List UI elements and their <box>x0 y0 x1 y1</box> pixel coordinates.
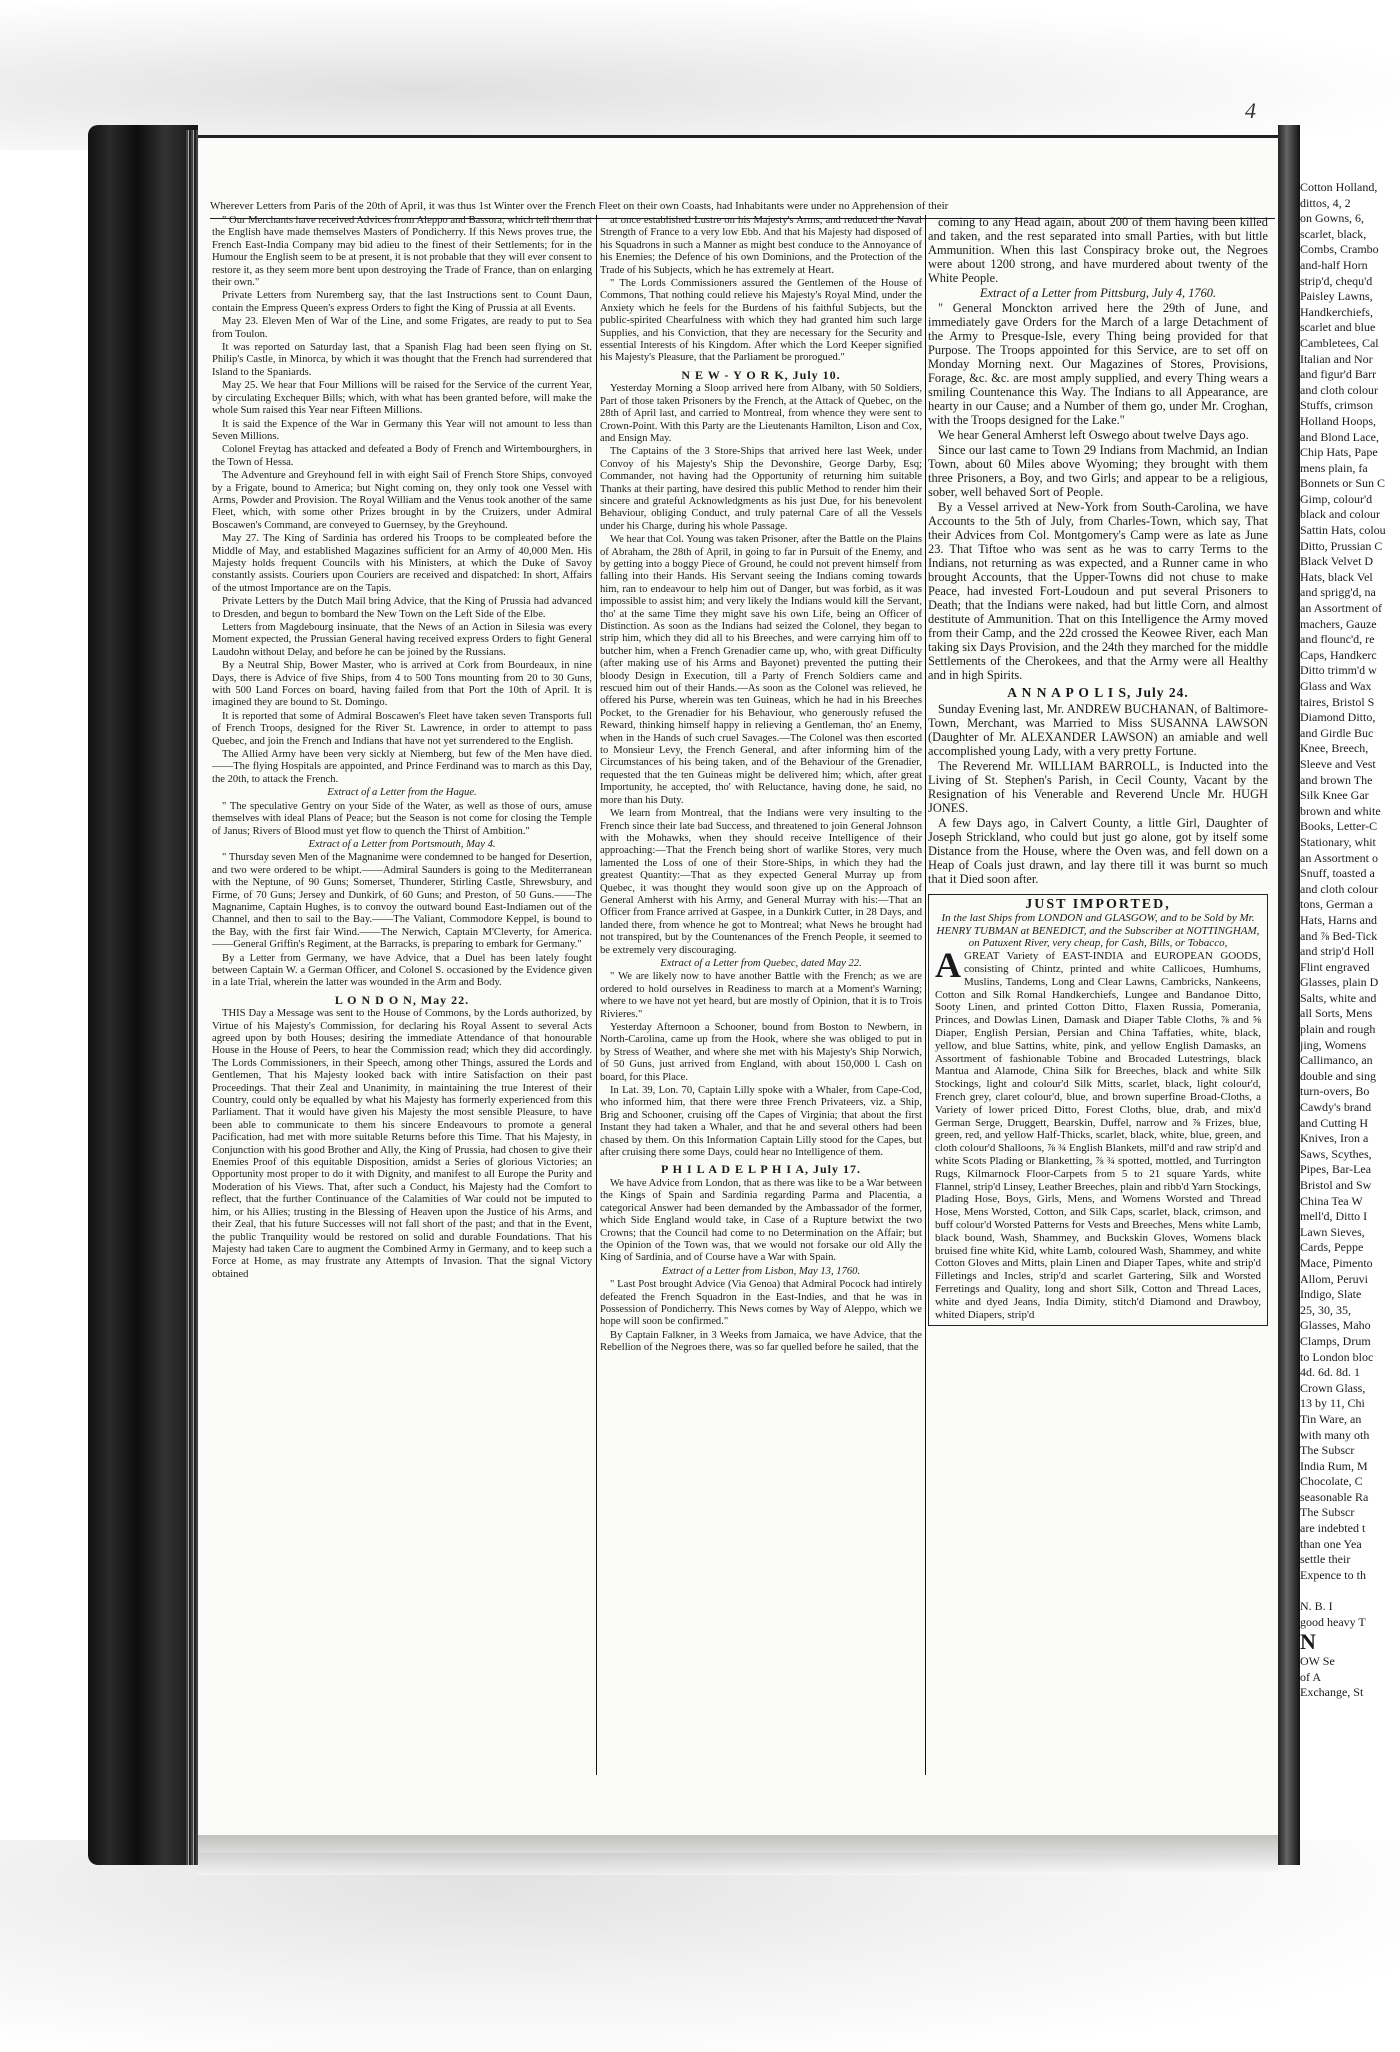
cropped-line: machers, Gauze <box>1300 616 1377 631</box>
extract-heading: Extract of a Letter from the Hague. <box>327 787 477 799</box>
extract-heading: Extract of a Letter from Portsmouth, May 4. <box>308 838 496 850</box>
cropped-line: are indebted t <box>1300 1521 1366 1536</box>
cropped-line: Glass and Wax <box>1300 679 1372 693</box>
cropped-line: India Rum, M <box>1300 1458 1368 1473</box>
right-gutter <box>1278 125 1300 1865</box>
cropped-line: Glasses, plain D <box>1300 975 1379 990</box>
cropped-line: Glasses, Maho <box>1300 1318 1371 1333</box>
cropped-line: Silk Knee Gar <box>1300 788 1369 803</box>
notice-dropcap: N <box>1300 1630 1316 1655</box>
cropped-line: black and colour <box>1300 507 1380 522</box>
news-paragraph: Letters from Magdebourg insinuate, that the News of an Action in Silesia was every Moment expected, the Prussian General having received express Orders to fight General Laudohn without Delay, and before he can be joined by the Russians. <box>212 622 592 658</box>
cropped-line: Mace, Pimento <box>1300 1255 1373 1270</box>
news-paragraph: " Thursday seven Men of the Magnanime were condemned to be hanged for Desertion, and two were ordered to be whipt.——Admiral Saunders is going to the Mediterranean with the Neptune, of 90 Guns; Somerset, Thunderer, Stirling Castle, Shrewsbury, and Firme, of 70 Guns; Jersey and Dunkirk, of 60 Guns; and Preston, of 50 Guns.——The Magnanime, Captain Hughes, is to convoy the outward bound East-Indiamen out of the Channel, and then to sail to the Bay.——The Valiant, Commodore Keppel, is bound to the Bay, with the first fair Wind.——The Nerwich, Captain M'Cleverty, for America.——General Griffin's Regiment, at the Barracks, is preparing to embark for Germany." <box>212 852 592 951</box>
news-paragraph: May 23. Eleven Men of War of the Line, and some Frigates, are ready to put to Sea from Toulon. <box>212 316 592 340</box>
cropped-line: scarlet and blue <box>1300 320 1376 335</box>
book-spine <box>88 125 198 1865</box>
cropped-line: and Cutting H <box>1300 1115 1368 1130</box>
column-rule-2 <box>925 215 926 1775</box>
cropped-line: and Girdle Buc <box>1300 725 1374 740</box>
cropped-line: Ditto, Prussian C <box>1300 538 1383 553</box>
news-paragraph: It is reported that some of Admiral Boscawen's Fleet have taken seven Transports full of French Troops, designed for the River St. Lawrence, in order to attempt to pass Quebec, and join the French and Indians that have not yet surrendered to the English. <box>212 710 592 747</box>
cropped-line: Bristol and Sw <box>1300 1178 1372 1192</box>
cropped-line: tons, German a <box>1300 897 1373 912</box>
cropped-line: Callimanco, an <box>1300 1053 1373 1068</box>
news-paragraph: We hear General Amherst left Oswego about twelve Days ago. <box>938 428 1249 442</box>
cropped-line: Ditto trimm'd w <box>1300 663 1377 678</box>
cropped-line: Diamond Ditto, <box>1300 710 1376 725</box>
cropped-line: and figur'd Barr <box>1300 367 1377 382</box>
page-shadow <box>198 1835 1278 1875</box>
cropped-line: dittos, 4, 2 <box>1300 195 1351 210</box>
cropped-line: Chocolate, C <box>1300 1474 1363 1489</box>
ad-body <box>935 945 1261 1321</box>
news-paragraph: It was reported on Saturday last, that a Spanish Flag had been seen flying on St. Philip's Castle, in Minorca, by which it was thought that the French had surrendered that Island to the Spaniards. <box>212 342 592 378</box>
cropped-line: Paisley Lawns, <box>1300 289 1373 304</box>
news-paragraph: " The speculative Gentry on your Side of the Water, as well as those of ours, amuse themselves with ideal Plans of Peace; but the Season is not come for closing the Temple of Janus; Rivers of Blood must yet flow to quench the Thirst of Ambition." <box>212 800 592 837</box>
cropped-line: all Sorts, Mens <box>1300 1006 1373 1021</box>
notice-line: OW Se <box>1300 1654 1335 1669</box>
cropped-line: strip'd, chequ'd <box>1300 273 1373 288</box>
cropped-line: Sattin Hats, colou <box>1300 523 1386 538</box>
cropped-line: seasonable Ra <box>1300 1489 1369 1504</box>
cropped-line: 4d. 6d. 8d. 1 <box>1300 1365 1360 1380</box>
news-paragraph: By a Letter from Germany, we have Advice, that a Duel has been lately fought between Captain W. a German Officer, and Colonel S. occasioned by the Evidence given in a late Trial, wherein the latter was wounded in the Arm and Body. <box>212 952 592 989</box>
news-paragraph: Sunday Evening last, Mr. ANDREW BUCHANAN, of Baltimore-Town, Merchant, was Married to Miss SUSANNA LAWSON (Daughter of Mr. ALEXANDER LAWSON) an amiable and well accomplished young Lady, with a very pretty Fortune. <box>928 702 1268 758</box>
page-edges <box>186 130 198 1865</box>
ad-dropcap: A <box>935 945 961 986</box>
cropped-line: and brown The <box>1300 772 1373 787</box>
cropped-line: Holland Hoops, <box>1300 413 1376 428</box>
news-paragraph: coming to any Head again, about 200 of them having been killed and taken, and the rest separated into small Parties, with but little Ammunition. When this last Conspiracy broke out, the Negroes were about 1200 strong, and have murdered about twenty of the White People. <box>928 215 1268 285</box>
cropped-line: Indigo, Slate <box>1300 1287 1362 1302</box>
news-paragraph: at once established Lustre on his Majesty's Arms, and reduced the Naval Strength of France to a very low Ebb. And that his Majesty had disposed of his Squadrons in such a Manner as might best conduce to the Annoyance of his Enemies; the Defence of his own Dominions, and the Protection of the Trade of his Subjects, which he has extremely at Heart. <box>600 215 922 276</box>
cropped-line: Knives, Iron a <box>1300 1131 1369 1146</box>
notice-line: of A <box>1300 1669 1321 1684</box>
cropped-line: Handkerchiefs, <box>1300 304 1373 319</box>
ad-headline: JUST IMPORTED, <box>1025 897 1171 912</box>
cropped-line: double and sing <box>1300 1068 1376 1083</box>
cropped-line: Caps, Handkerc <box>1300 647 1377 662</box>
cropped-line: and cloth colour <box>1300 881 1378 896</box>
news-paragraph: " The Lords Commissioners assured the Gentlemen of the House of Commons, That nothing could relieve his Majesty's Royal Mind, under the Anxiety which he feels for the Burdens of his faithful Subjects, but the public-spirited Chearfulness with which they had granted him such large Supplies, and his Conviction, that they are necessary for the Security and essential Interests of his Kingdom. After which the Lord Keeper signified his Majesty's Pleasure, that the Parliament be prorogued." <box>600 278 922 364</box>
cropped-line: Clamps, Drum <box>1300 1333 1371 1348</box>
extract-heading: Extract of a Letter from Lisbon, May 13, 1760. <box>661 1265 861 1277</box>
news-column-1 <box>212 215 592 1815</box>
news-paragraph: We learn from Montreal, that the Indians were very insulting to the French since their late bad Success, and threatened to join General Johnson with the Mohawks, when they should receive Intelligence of their approaching:—That the French being short of warlike Stores, very much lamented the Loss of one of their Store-Ships, in which they had the greatest Quantity:—That as they expected General Murray up from Quebec, it was thought they would soon give up on the Approach of General Amherst with his Army, and General Murray with his:—That an Officer from France arrived at Gaspee, in a Dunkirk Cutter, in 28 Days, and landed there, from whence he got to Montreal; what News he brought had not transpired, but by the Countenances of the French People, it seemed to be extremely very discouraging. <box>600 808 922 956</box>
news-paragraph: The Allied Army have been very sickly at Niemberg, but few of the Men have died.——The flying Hospitals are appointed, and Prince Ferdinand was to march as this Day, the 20th, to attack the French. <box>212 749 592 785</box>
news-paragraph: The Captains of the 3 Store-Ships that arrived here last Week, under Convoy of his Majesty's Ship the Devonshire, George Darby, Esq; Commander, not having had the Opportunity of returning him suitable Thanks at their parting, have desired this public Method to render him their sincere and grateful Acknowledgments as his just Due, for his benevolent Behaviour, obliging Conduct, and truly paternal Care of all the Vessels under his Charge, during his whole Passage. <box>600 446 922 532</box>
cropped-line: 25, 30, 35, <box>1300 1302 1351 1317</box>
cropped-line: and flounc'd, re <box>1300 632 1375 647</box>
cropped-line: on Gowns, 6, <box>1300 211 1365 226</box>
news-paragraph: Colonel Freytag has attacked and defeated a Body of French and Wirtembourghers, in the Town of Hessa. <box>212 444 592 468</box>
cropped-line: N. B. I <box>1300 1599 1333 1614</box>
cropped-line: Combs, Crambo <box>1300 242 1379 257</box>
ad-subheading: In the last Ships from LONDON and GLASGOW, and to be Sold by Mr. HENRY TUBMAN at BENEDICT, and the Subscriber at NOTTINGHAM, on Patuxent River, very cheap, for Cash, Bills, or Tobacco, <box>936 911 1260 950</box>
news-paragraph: May 25. We hear that Four Millions will be raised for the Service of the current Year, by circulating Exchequer Bills; which, with what has been granted before, will make the whole Sum raised this Year near Fifteen Millions. <box>212 380 592 417</box>
news-paragraph: " General Monckton arrived here the 29th of June, and immediately gave Orders for the March of a large Detachment of the Army to Presque-Isle, every Thing being provided for that Purpose. The Troops appointed for this Service, are to set off on Monday Morning next. Our Magazines of Stores, Provisions, Forage, &c. &c. are most amply supplied, and every Thing wears a smiling Countenance this Way. The Indians to all Appearance, are hearty in our Cause; and a Number of them go, under Mr. Croghan, with the Troops designed for the Lake." <box>928 301 1268 427</box>
cropped-line: and cloth colour <box>1300 382 1378 397</box>
news-paragraph: The Reverend Mr. WILLIAM BARROLL, is Inducted into the Living of St. Stephen's Parish, in Cecil County, Vacant by the Resignation of his Venerable and Reverend Uncle Mr. HUGH JONES. <box>928 759 1268 815</box>
dateline: P H I L A D E L P H I A, July 17. <box>660 1162 862 1177</box>
cropped-line: brown and white <box>1300 803 1381 818</box>
cropped-line: and strip'd Holl <box>1300 944 1375 959</box>
cropped-line <box>1300 1583 1400 1599</box>
notice-line: Exchange, St <box>1300 1685 1364 1700</box>
cropped-line: Cards, Peppe <box>1300 1240 1364 1255</box>
news-paragraph: Yesterday Morning a Sloop arrived here from Albany, with 50 Soldiers, Part of those taken Prisoners by the French, at the Attack of Quebec, on the 28th of April last, and carried to Montreal, from whence they were sent to Crown-Point. With this Party are the Lieutenants Hamilton, Lison and Cox, and Ensign May. <box>600 383 922 444</box>
column-rule-1 <box>596 215 597 1775</box>
news-paragraph: We hear that Col. Young was taken Prisoner, after the Battle on the Plains of Abraham, the 28th of April, in going to far in Pursuit of the Enemy, and by getting into a boggy Piece of Ground, he could not prevent himself from falling into their Hands. His Servant seeing the Indians coming towards him, ran to endeavour to help him out of Danger, but was forbid, as it was impossible to assist him; and very likely the Indians would kill the Servant, tho' at the same Time they might save his own Life, being an Officer of Distinction. As soon as the Indians had seized the Colonel, they began to strip him, which they did all to his Breeches, and were carrying him off to butcher him, when a French Grenadier came up, who, with great Difficulty (after making use of his Arms and Bayonet) prevented the putting their bloody Design in Execution, till a Party of French Soldiers came and rescued him out of their Hands.—As soon as the Colonel was relieved, he offered his Purse, wherein was ten Guineas, which he had in his Breeches Pocket, to the Grenadier for his Behaviour, who generously refused the Reward, thinking himself happy in relieving a Gentleman, tho' an Enemy, when in the Hands of such cruel Savages.—The Colonel was then escorted to Monsieur Levy, the French General, and after informing him of the Circumstances of his being taken, and of the Behaviour of the Grenadier, requested that the ten Guineas might be delivered him; which, after great Importunity, he accepted, tho' with Reluctance, having done, he said, no more than his Duty. <box>600 534 922 806</box>
cropped-line: and sprigg'd, na <box>1300 585 1376 600</box>
cropped-line: Crown Glass, <box>1300 1380 1366 1395</box>
cropped-line: The Subscr <box>1300 1505 1355 1520</box>
cropped-line: Black Velvet D <box>1300 554 1374 569</box>
page-number: 4 <box>1245 98 1256 123</box>
advertisement-box <box>928 894 1268 1326</box>
cropped-line: Saws, Scythes, <box>1300 1146 1372 1161</box>
cropped-line: than one Yea <box>1300 1536 1362 1551</box>
news-paragraph: By a Vessel arrived at New-York from South-Carolina, we have Accounts to the 5th of July, from Charles-Town, which say, That their Advices from Col. Montgomery's Camp were as late as June 23. That Tiftoe who was sent as he was to carry Terms to the Indians, not returning as was expected, and a Runner came in who brought Accounts, that the Upper-Towns did not chuse to make Peace, had invested Fort-Loudoun and put several Prisoners to Death; that the Indians were naked, had but little Corn, and almost destitute of Ammunition. That on this Intelligence the Army moved from their Camp, and the 22d crossed the Keowee River, each Man taking six Days Provision, and the 24th they marched for the middle Settlements of the Cherokees, and that the Army were all Healthy and in high Spirits. <box>928 500 1268 682</box>
news-column-4-cropped <box>1300 180 1400 1870</box>
news-paragraph: May 27. The King of Sardinia has ordered his Troops to be compleated before the Middle of May, and established Magazines sufficient for an Army of 40,000 Men. His Majesty holds frequent Councils with his Ministers, at which the Duke of Savoy constantly assists. Couriers upon Couriers are received and dispatched: In short, Affairs of the utmost Importance are on the Tapis. <box>212 533 592 594</box>
cropped-line: Gimp, colour'd <box>1300 491 1373 506</box>
cropped-line: Stationary, whit <box>1300 834 1376 849</box>
cropped-line: Pipes, Bar-Lea <box>1300 1162 1372 1177</box>
cropped-notice <box>1300 1630 1400 1701</box>
news-paragraph: The Adventure and Greyhound fell in with eight Sail of French Store Ships, convoyed by a Frigate, bound to America; but Night coming on, they only took one Vessel with Arms, Powder and Provision. The Royal William and the Venus took another of the same Fleet, which, with some other Prizes brought in by the Cruizers, under Admiral Boscawen's Command, are conveyed to Guernsey, by the Greyhound. <box>212 470 592 531</box>
cropped-line: Hats, black Vel <box>1300 569 1373 584</box>
cropped-line: plain and rough <box>1300 1022 1376 1037</box>
cropped-line: Books, Letter-C <box>1300 819 1378 834</box>
cropped-line: 13 by 11, Chi <box>1300 1396 1365 1411</box>
cropped-line: and ⅞ Bed-Tick <box>1300 928 1378 943</box>
news-paragraph: By Captain Falkner, in 3 Weeks from Jamaica, we have Advice, that the Rebellion of the Negroes there, was so far quelled before he sailed, that the <box>600 1329 922 1354</box>
cropped-line: Italian and Nor <box>1300 351 1373 366</box>
cropped-line: Cotton Holland, <box>1300 180 1378 194</box>
cropped-line: an Assortment of <box>1300 601 1382 616</box>
news-column-3 <box>928 215 1268 1815</box>
news-paragraph: We have Advice from London, that as there was like to be a War between the Kings of Spain and Sardinia regarding Parma and Placentia, a categorical Answer had been demanded by the Ambassador of the former, which Side England would take, in Case of a Rupture betwixt the two Crowns; that the Council had come to no Determination on the Affair; but the Opinion of the Town was, that we would not forsake our old Ally the King of Sardinia, and of Course have a War with Spain. <box>600 1177 922 1264</box>
cropped-line: taires, Bristol S <box>1300 694 1375 709</box>
cropped-line: Cawdy's brand <box>1300 1100 1372 1115</box>
news-column-2 <box>600 215 922 1815</box>
cropped-line: and-half Horn <box>1300 257 1368 272</box>
news-paragraph: " Last Post brought Advice (Via Genoa) that Admiral Pocock had intirely defeated the French Squadron in the East-Indies, and that he was in Possession of Pondicherry. This News comes by Way of Aleppo, which we hope will soon be confirmed." <box>600 1279 922 1328</box>
news-paragraph: Since our last came to Town 29 Indians from Machmid, an Indian Town, about 60 Miles above Wyoming; they brought with them three Prisoners, a Boy, and two Girls; and appear to be a religious, sober, well behaved Sort of People. <box>928 443 1268 499</box>
news-paragraph: A few Days ago, in Calvert County, a little Girl, Daughter of Joseph Strickland, who could but just go alone, got by itself some Distance from the House, where the Oven was, and fell down on a Heap of Coals just drawn, and lay there till it was burnt so much that it Died soon after. <box>928 816 1268 886</box>
cropped-line: to London bloc <box>1300 1349 1374 1364</box>
news-paragraph: Private Letters from Nuremberg say, that the last Instructions sent to Count Daun, contain the Empress Queen's express Orders to fight the King of Prussia at all Events. <box>212 290 592 314</box>
cropped-line: with many oth <box>1300 1427 1370 1442</box>
cropped-line: Cambletees, Cal <box>1300 335 1379 350</box>
scan-noise-top <box>0 0 1400 150</box>
cropped-line: good heavy T <box>1300 1614 1366 1629</box>
cropped-line: mell'd, Ditto I <box>1300 1209 1368 1224</box>
cropped-line: mens plain, fa <box>1300 460 1368 475</box>
cropped-line: turn-overs, Bo <box>1300 1084 1370 1099</box>
news-paragraph: By a Neutral Ship, Bower Master, who is arrived at Cork from Bourdeaux, in nine Days, there is Advice of five Ships, from 4 to 500 Tons mounting from 20 to 30 Guns, with 500 Land Forces on board, having failed from that Port the 10th of April. It is imagined they are bound to St. Domingo. <box>212 660 592 709</box>
cropped-line: jing, Womens <box>1300 1037 1367 1052</box>
news-paragraph: Yesterday Afternoon a Schooner, bound from Boston to Newbern, in North-Carolina, came up from the Hook, where she was obliged to put in by Stress of Weather, and where she met with his Majesty's Ship Norwich, of 50 Guns, just arrived from England, with about 150,000 l. Cash on board, for this Place. <box>600 1022 922 1083</box>
extract-heading: Extract of a Letter from Quebec, dated May 22. <box>660 957 862 969</box>
cropped-line: Expence to th <box>1300 1567 1366 1582</box>
cropped-line: Allom, Peruvi <box>1300 1271 1368 1286</box>
cropped-line: Snuff, toasted a <box>1300 866 1375 881</box>
news-paragraph: In Lat. 39, Lon. 70, Captain Lilly spoke with a Whaler, from Cape-Cod, who informed him, that there were three French Privateers, viz. a Ship, Brig and Schooner, cruising off the Capes of Virginia; that about the first Instant they had taken a Whaler, and that he and several others had been chased by them. On this Information Captain Lilly stood for the Capes, but after cruising there some Days, could hear no Intelligence of them. <box>600 1085 922 1159</box>
dateline: L O N D O N, May 22. <box>334 992 470 1007</box>
cropped-line: and Blond Lace, <box>1300 429 1379 444</box>
cropped-line: Hats, Harns and <box>1300 912 1377 927</box>
dateline: A N N A P O L I S, July 24. <box>1007 685 1189 700</box>
news-paragraph: " Our Merchants have received Advices from Aleppo and Bassora, which tell them that the English have made themselves Masters of Pondicherry. If this News proves true, the French East-India Company may bid adieu to the finest of their Settlements; for in the Humour the English seem to be at present, it is not probable that they will ever consent to restore it, as they seem more bent upon destroying the Trade of France, than on enlarging their own." <box>212 215 592 289</box>
cropped-line: Tin Ware, an <box>1300 1411 1362 1426</box>
cropped-line: Sleeve and Vest <box>1300 756 1376 771</box>
dateline: N E W - Y O R K, July 10. <box>681 367 841 382</box>
cropped-line: an Assortment o <box>1300 850 1378 865</box>
cropped-line: China Tea W <box>1300 1193 1363 1208</box>
header-fragment: Wherever Letters from Paris of the 20th of April, it was thus 1st Winter over the French Fleet on their own Coasts, had Inhabitants were under no Apprehension of their <box>210 200 1275 219</box>
cropped-line: Flint engraved <box>1300 959 1370 974</box>
news-paragraph: " We are likely now to have another Battle with the French; as we are ordered to hold ourselves in Readiness to march at a Moment's Warning; where to we have not yet heard, but are mostly of Opinion, that it is to Trois Rivieres." <box>600 971 922 1020</box>
cropped-line: Lawn Sieves, <box>1300 1224 1365 1239</box>
cropped-line: Knee, Breech, <box>1300 741 1369 756</box>
cropped-line: Bonnets or Sun C <box>1300 476 1386 491</box>
cropped-line: Chip Hats, Pape <box>1300 445 1378 460</box>
news-paragraph: Private Letters by the Dutch Mail bring Advice, that the King of Prussia had advanced to Dresden, and begun to bombard the New Town on the Left Side of the Elbe. <box>212 596 592 620</box>
ad-text: GREAT Variety of EAST-INDIA and EUROPEAN GOODS, consisting of Chintz, printed and white Callicoes, Humhums, Muslins, Tandems, Long and Clear Lawns, Cambricks, Nankeens, Cotton and Silk Romal Handkerchiefs, Lungee and Bandanoe Ditto, Sooty Linen, and printed Cotton Ditto, Flaxen Russia, Pomerania, Princes, and Dowlas Linen, Damask and Diaper Table Cloths, ⅞ and ⅝ Diaper, English Persian, Persian and China Taffaties, white, black, yellow, and blue Sattins, white, pink, and yellow English Damasks, an Assortment of fashionable Tobine and Brocaded Lutestrings, black Mantua and Alamode, China Silk for Breeches, black and white Silk Stockings, light and colour'd Silk Mitts, scarlet, black, light colour'd, French grey, claret colour'd, blue, and brown superfine Broad-Cloths, a Variety of lower priced Ditto, Forest Cloths, blue, drab, and mix'd German Serge, Druggett, Bearskin, Duffel, narrow and ⅞ Frizes, blue, green, red, and yellow Half-Thicks, scarlet, black, white, blue, green, and cloth colour'd Shalloons, ⅞ ¾ English Blankets, mill'd and raw strip'd and white Scots Plading or Blanketting, ⅞ ¾ spotted, mottled, and Turrington Rugs, Kilmarnock Floor-Carpets from 5 to 21 square Yards, white Flannel, strip'd Linsey, Leather Breeches, plain and ribb'd Yarn Stockings, Plading Hose, Boys, Girls, Mens, and Womens Worsted and Thread Hose, Mens Worsted, Cotton, and Silk Caps, scarlet, black, crimson, and buff colour'd Worsted Patterns for Vests and Breeches, Mens white Lamb, black bound, Wash, Shammey, and Buckskin Gloves, Womens black bruised fine white Kid, white Lamb, coloured Wash, Shammey, and white Cotton Gloves and Mitts, plain Linen and Diaper Tapes, white and strip'd Filletings and Incles, strip'd and scarlet Gartering, Silk and Worsted Ferretings and Quality, long and short Silk, Cotton and Thread Laces, white and dyed Jeans, India Dimity, stitch'd Diamond and Drawboy, whited Diapers, strip'd <box>935 950 1261 1321</box>
cropped-line: Stuffs, crimson <box>1300 398 1374 413</box>
cropped-line: The Subscr <box>1300 1443 1355 1458</box>
news-paragraph: It is said the Expence of the War in Germany this Year will not amount to less than Seven Millions. <box>212 418 592 442</box>
cropped-line: scarlet, black, <box>1300 226 1367 241</box>
extract-heading: Extract of a Letter from Pittsburg, July 4, 1760. <box>979 286 1217 300</box>
news-paragraph: THIS Day a Message was sent to the House of Commons, by the Lords authorized, by Virtue of his Majesty's Commission, for declaring his Royal Assent to several Acts agreed upon by both Houses; desiring the immediate Attendance of that honourable House in the House of Peers, to hear the Commission read; which they did accordingly. The Lords Commissioners, in their Speech, among other Things, assured the Lords and Gentlemen, That his Majesty looked back with intire Satisfaction on their past Proceedings. That their Zeal and Unanimity, in maintaining the true Interest of their Country, could only be equalled by what his Majesty has formerly experienced from this Parliament. That it would have given his Majesty the most sensible Pleasure, to have been able to communicate to them his sincere Endeavours to promote a general Pacification, had met with more suitable Returns before this Time. That his Majesty, in Conjunction with his good Brother and Ally, the King of Prussia, had chosen to give their Enemies Proof of this equitable Disposition, amidst a Series of glorious Victories; an Opportunity most proper to do it with Dignity, and manifest to all Europe the Purity and Moderation of his Views. That, after such a Conduct, his Majesty had the Comfort to reflect, that the further Continuance of the Calamities of War could not be imputed to him, or his Allies; trusting in the Blessing of Heaven upon the Justice of his Arms, and their Zeal, that his future Successes will not fall short of the past; and that in the Event, the public Tranquility would be restored on solid and durable Foundations. That his Majesty had taken Care to augment the Combined Army in Germany, and to keep such a Force at Home, as may frustrate any Attempts of Invasion. That the signal Victory obtained <box>212 1008 592 1280</box>
cropped-line: Salts, white and <box>1300 990 1377 1005</box>
cropped-line: settle their <box>1300 1552 1351 1567</box>
